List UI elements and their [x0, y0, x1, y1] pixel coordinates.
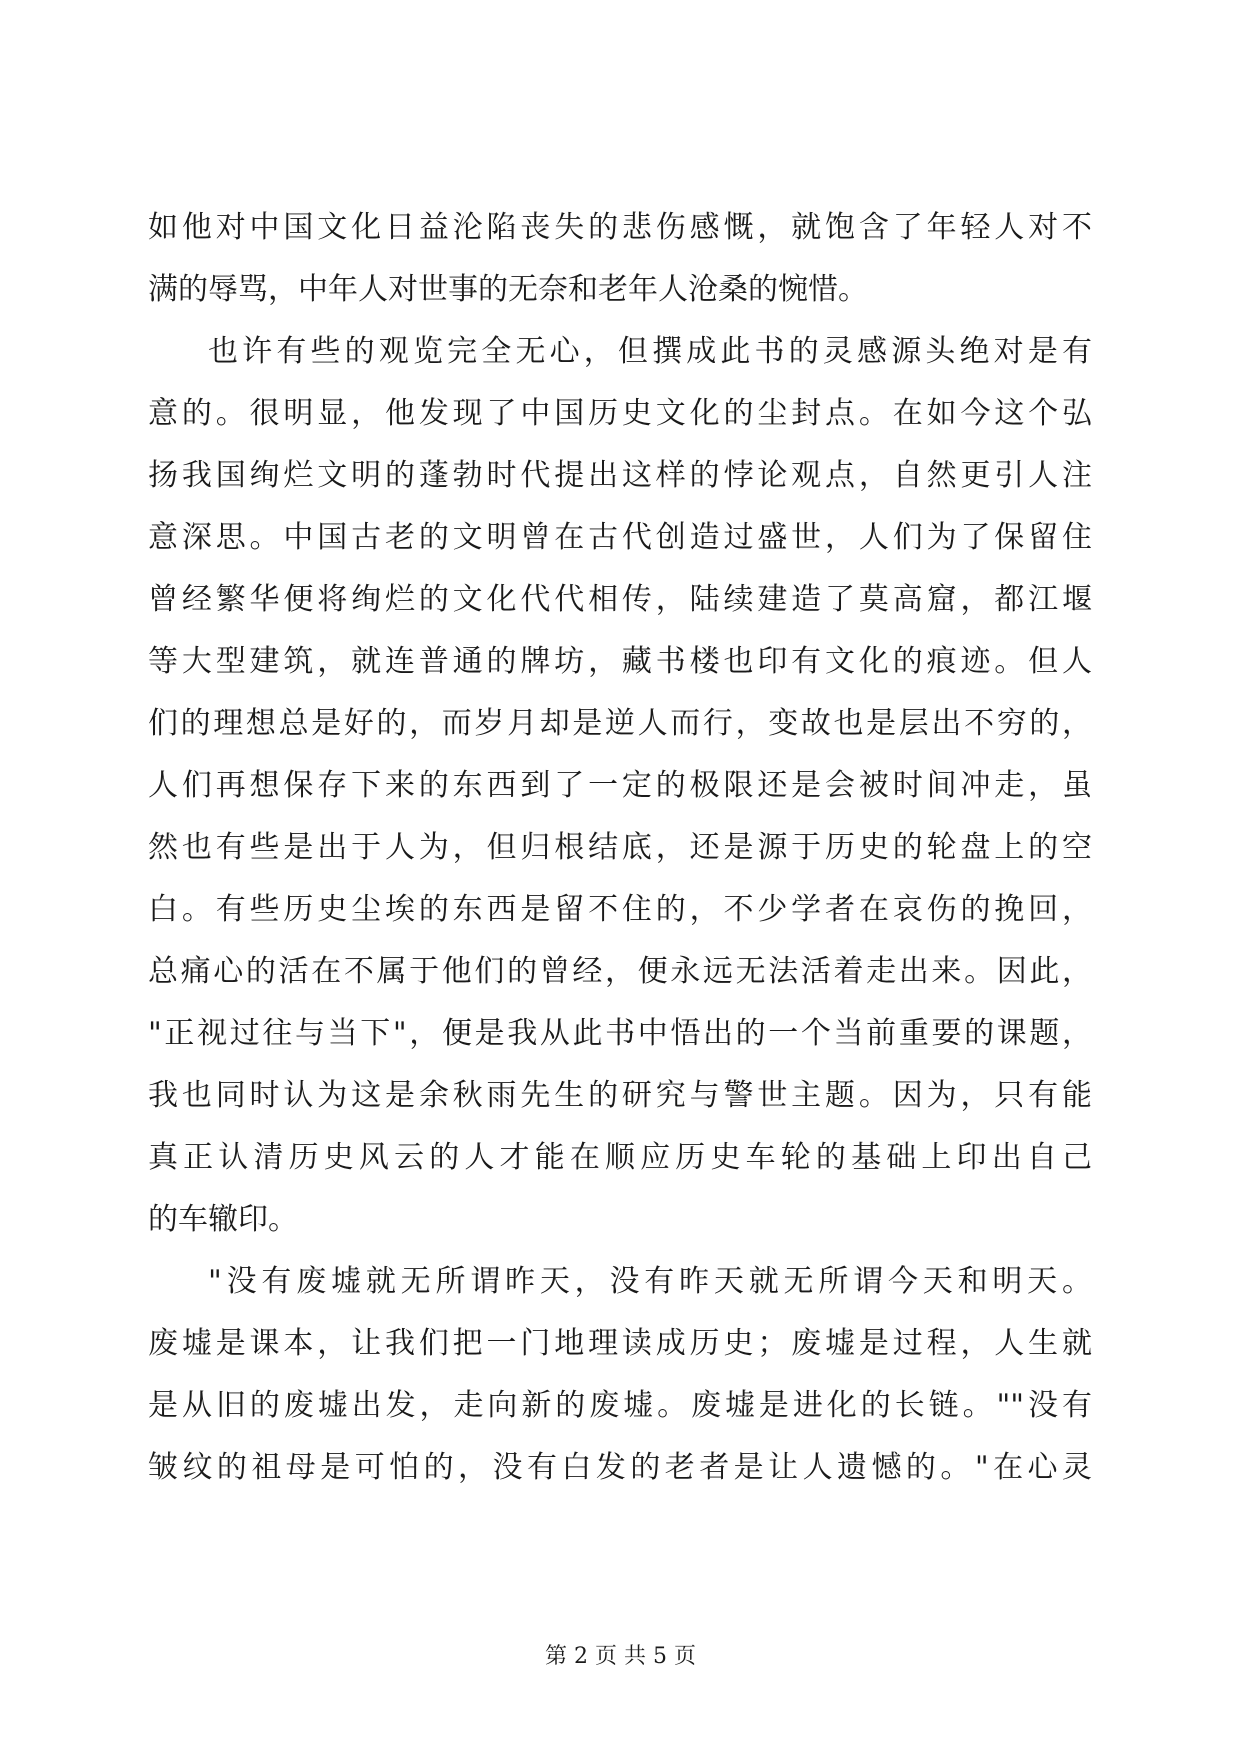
- paragraph-first-line: 也许有些的观览完全无心，但撰成此书的灵感源头绝对是有: [208, 334, 1092, 369]
- text-line: 等大型建筑，就连普通的牌坊，藏书楼也印有文化的痕迹。但人: [148, 644, 1092, 679]
- text-line: 人们再想保存下来的东西到了一定的极限还是会被时间冲走，虽: [148, 768, 1092, 803]
- text-line: 意的。很明显，他发现了中国历史文化的尘封点。在如今这个弘: [148, 396, 1092, 431]
- text-line: 真正认清历史风云的人才能在顺应历史车轮的基础上印出自己: [148, 1140, 1092, 1175]
- text-line: 们的理想总是好的，而岁月却是逆人而行，变故也是层出不穷的，: [148, 706, 1092, 741]
- text-line: 然也有些是出于人为，但归根结底，还是源于历史的轮盘上的空: [148, 830, 1092, 865]
- text-line: 是从旧的废墟出发，走向新的废墟。废墟是进化的长链。""没有: [148, 1388, 1092, 1423]
- text-line: 的车辙印。: [148, 1202, 298, 1237]
- text-line: 白。有些历史尘埃的东西是留不住的，不少学者在哀伤的挽回，: [148, 892, 1092, 927]
- text-line: 意深思。中国古老的文明曾在古代创造过盛世，人们为了保留住: [148, 520, 1092, 555]
- text-line: 总痛心的活在不属于他们的曾经，便永远无法活着走出来。因此，: [148, 954, 1092, 989]
- text-line: 废墟是课本，让我们把一门地理读成历史；废墟是过程，人生就: [148, 1326, 1092, 1361]
- page-number-footer: 第 2 页 共 5 页: [545, 1644, 696, 1669]
- paragraph-first-line: "没有废墟就无所谓昨天，没有昨天就无所谓今天和明天。: [208, 1264, 1092, 1299]
- text-line: 皱纹的祖母是可怕的，没有白发的老者是让人遗憾的。"在心灵: [148, 1450, 1092, 1485]
- text-line: 曾经繁华便将绚烂的文化代代相传，陆续建造了莫高窟，都江堰: [148, 582, 1092, 617]
- text-line: 满的辱骂，中年人对世事的无奈和老年人沧桑的惋惜。: [148, 272, 868, 307]
- text-line: 我也同时认为这是余秋雨先生的研究与警世主题。因为，只有能: [148, 1078, 1092, 1113]
- text-line: 扬我国绚烂文明的蓬勃时代提出这样的悖论观点，自然更引人注: [148, 458, 1092, 493]
- text-line: "正视过往与当下"，便是我从此书中悟出的一个当前重要的课题，: [148, 1016, 1092, 1051]
- text-line: 如他对中国文化日益沦陷丧失的悲伤感慨，就饱含了年轻人对不: [148, 210, 1092, 245]
